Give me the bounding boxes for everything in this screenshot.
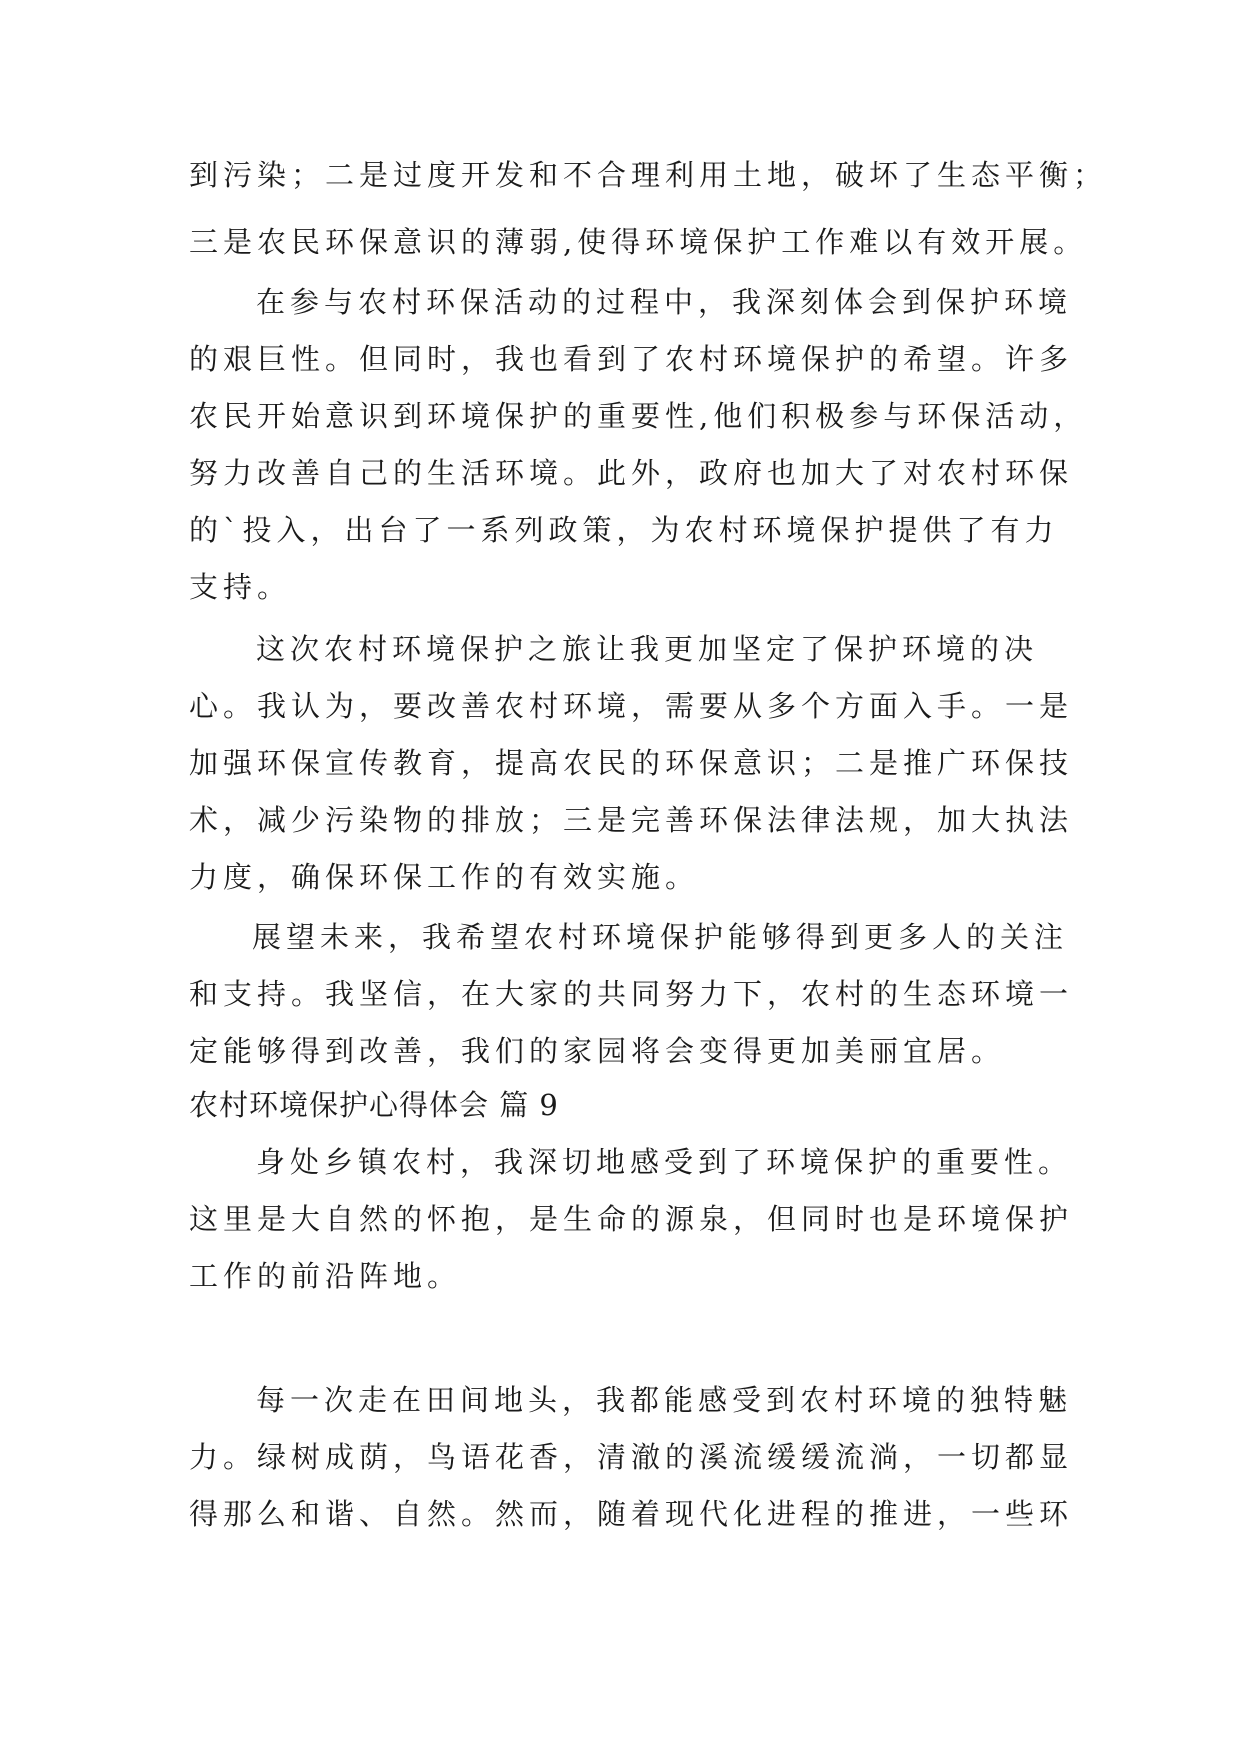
text-line: 心。我认为，要改善农村环境，需要从多个方面入手。一是 xyxy=(189,689,1074,723)
text-line: 得那么和谐、自然。然而，随着现代化进程的推进，一些环 xyxy=(189,1497,1074,1531)
text-line: 工作的前沿阵地。 xyxy=(189,1259,462,1293)
text-line: 和支持。我坚信，在大家的共同努力下，农村的生态环境一 xyxy=(189,977,1074,1011)
text-line: 的艰巨性。但同时，我也看到了农村环境保护的希望。许多 xyxy=(189,342,1074,376)
text-line: 术，减少污染物的排放；三是完善环保法律法规，加大执法 xyxy=(189,803,1074,837)
text-line: 支持。 xyxy=(189,570,292,604)
text-line: 加强环保宣传教育，提高农民的环保意识；二是推广环保技 xyxy=(189,746,1074,780)
text-line: 这里是大自然的怀抱，是生命的源泉，但同时也是环境保护 xyxy=(189,1202,1074,1236)
section-heading: 农村环境保护心得体会 篇 9 xyxy=(189,1088,559,1122)
paragraph-start-line: 每一次走在田间地头，我都能感受到农村环境的独特魅 xyxy=(256,1383,1073,1417)
text-line: 努力改善自己的生活环境。此外，政府也加大了对农村环保 xyxy=(189,456,1074,490)
text-line: 三是农民环保意识的薄弱,使得环境保护工作难以有效开展。 xyxy=(189,225,1088,259)
paragraph-start-line: 这次农村环境保护之旅让我更加坚定了保护环境的决 xyxy=(256,632,1039,666)
text-line: 定能够得到改善，我们的家园将会变得更加美丽宜居。 xyxy=(189,1034,1006,1068)
text-line: 力度，确保环保工作的有效实施。 xyxy=(189,860,700,894)
text-line: 力。绿树成荫，鸟语花香，清澈的溪流缓缓流淌，一切都显 xyxy=(189,1440,1074,1474)
paragraph-start-line: 展望未来，我希望农村环境保护能够得到更多人的关注 xyxy=(252,920,1069,954)
text-line: 的`投入，出台了一系列政策，为农村环境保护提供了有力 xyxy=(189,513,1059,547)
text-line: 到污染；二是过度开发和不合理利用土地，破坏了生态平衡； xyxy=(189,158,1108,192)
text-line: 农民开始意识到环境保护的重要性,他们积极参与环保活动， xyxy=(189,399,1088,433)
paragraph-start-line: 身处乡镇农村，我深切地感受到了环境保护的重要性。 xyxy=(256,1145,1073,1179)
paragraph-start-line: 在参与农村环保活动的过程中，我深刻体会到保护环境 xyxy=(256,285,1073,319)
